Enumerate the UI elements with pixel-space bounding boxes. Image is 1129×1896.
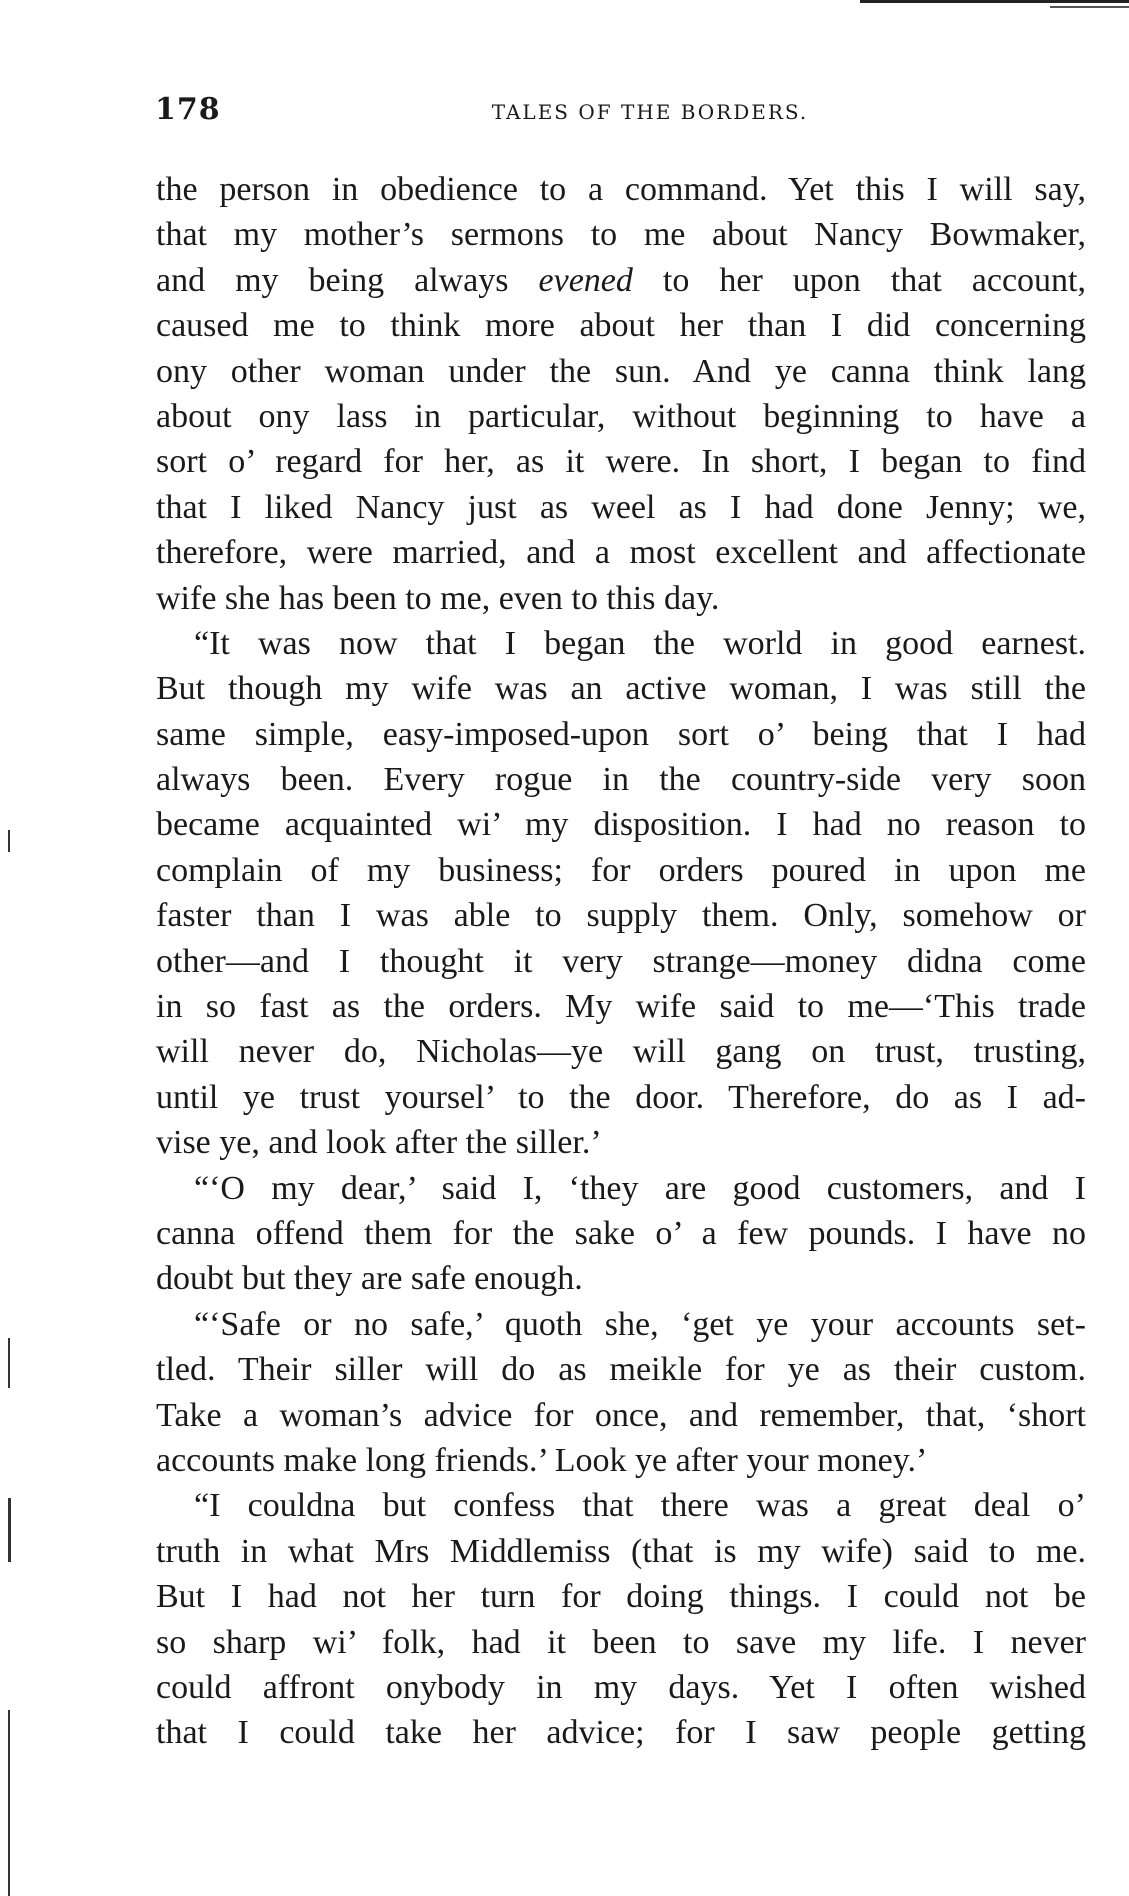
text-line: caused me to think more about her than I did concerning [156,307,1086,345]
text-line: so sharp wi’ folk, had it been to save my life. I never [156,1623,1086,1661]
text-line: complain of my business; for orders poured in upon me [156,851,1086,889]
text-line: that I could take her advice; for I saw people getting [156,1714,1086,1752]
text-line: vise ye, and look after the siller.’ [156,1124,602,1162]
margin-speck [8,830,10,852]
text-line: will never do, Nicholas—ye will gang on trust, trusting, [156,1033,1086,1071]
margin-speck [8,1338,10,1388]
margin-speck [8,1710,10,1896]
top-edge-rule [860,0,1129,3]
text-line: became acquainted wi’ my disposition. I had no reason to [156,806,1086,844]
text-line: other—and I thought it very strange—money didna come [156,942,1086,980]
text-line: tled. Their siller will do as meikle for ye as their custom. [156,1351,1086,1389]
text-line: accounts make long friends.’ Look ye after your money.’ [156,1441,928,1479]
text-line: “‘Safe or no safe,’ quoth she, ‘get ye your accounts set- [194,1305,1086,1343]
running-head [155,92,1085,132]
text-line: “I couldna but confess that there was a great deal o’ [194,1487,1086,1525]
text-line: But I had not her turn for doing things. I could not be [156,1578,1086,1616]
text-line [156,258,1086,303]
margin-speck [8,1498,11,1562]
running-title: TALES OF THE BORDERS. [491,100,809,124]
body-text [156,167,1086,1756]
text-segment: and my being always [156,261,539,299]
text-line: until ye trust yoursel’ to the door. Therefore, do as I ad- [156,1078,1086,1116]
text-line: that my mother’s sermons to me about Nancy Bowmaker, [156,216,1086,254]
top-edge-rule-thin [1050,6,1129,8]
text-line: “‘O my dear,’ said I, ‘they are good customers, and I [194,1169,1086,1207]
text-line: same simple, easy-imposed-upon sort o’ being that I had [156,715,1086,753]
text-line: Take a woman’s advice for once, and remember, that, ‘short [156,1396,1086,1434]
text-line: truth in what Mrs Middlemiss (that is my wife) said to me. [156,1532,1086,1570]
text-line: the person in obedience to a command. Yet this I will say, [156,171,1086,208]
text-line: canna offend them for the sake o’ a few pounds. I have no [156,1214,1086,1252]
text-line: therefore, were married, and a most excellent and affectionate [156,534,1086,572]
page-number: 178 [155,92,221,127]
text-line: in so fast as the orders. My wife said to me—‘This trade [156,988,1086,1026]
text-segment: to her upon that account, [632,261,1086,299]
text-line: But though my wife was an active woman, I was still the [156,670,1086,708]
text-line: that I liked Nancy just as weel as I had done Jenny; we, [156,488,1086,526]
text-line: could affront onybody in my days. Yet I often wished [156,1668,1086,1706]
italic-word: evened [538,261,633,299]
text-line: wife she has been to me, even to this day. [156,579,720,617]
text-line: about ony lass in particular, without beginning to have a [156,397,1086,435]
text-line: faster than I was able to supply them. Only, somehow or [156,897,1086,935]
text-line: always been. Every rogue in the country-side very soon [156,761,1086,799]
text-line: sort o’ regard for her, as it were. In short, I began to find [156,443,1086,481]
text-line: doubt but they are safe enough. [156,1260,583,1298]
text-line: “It was now that I began the world in good earnest. [194,624,1086,662]
text-line: ony other woman under the sun. And ye canna think lang [156,352,1086,390]
